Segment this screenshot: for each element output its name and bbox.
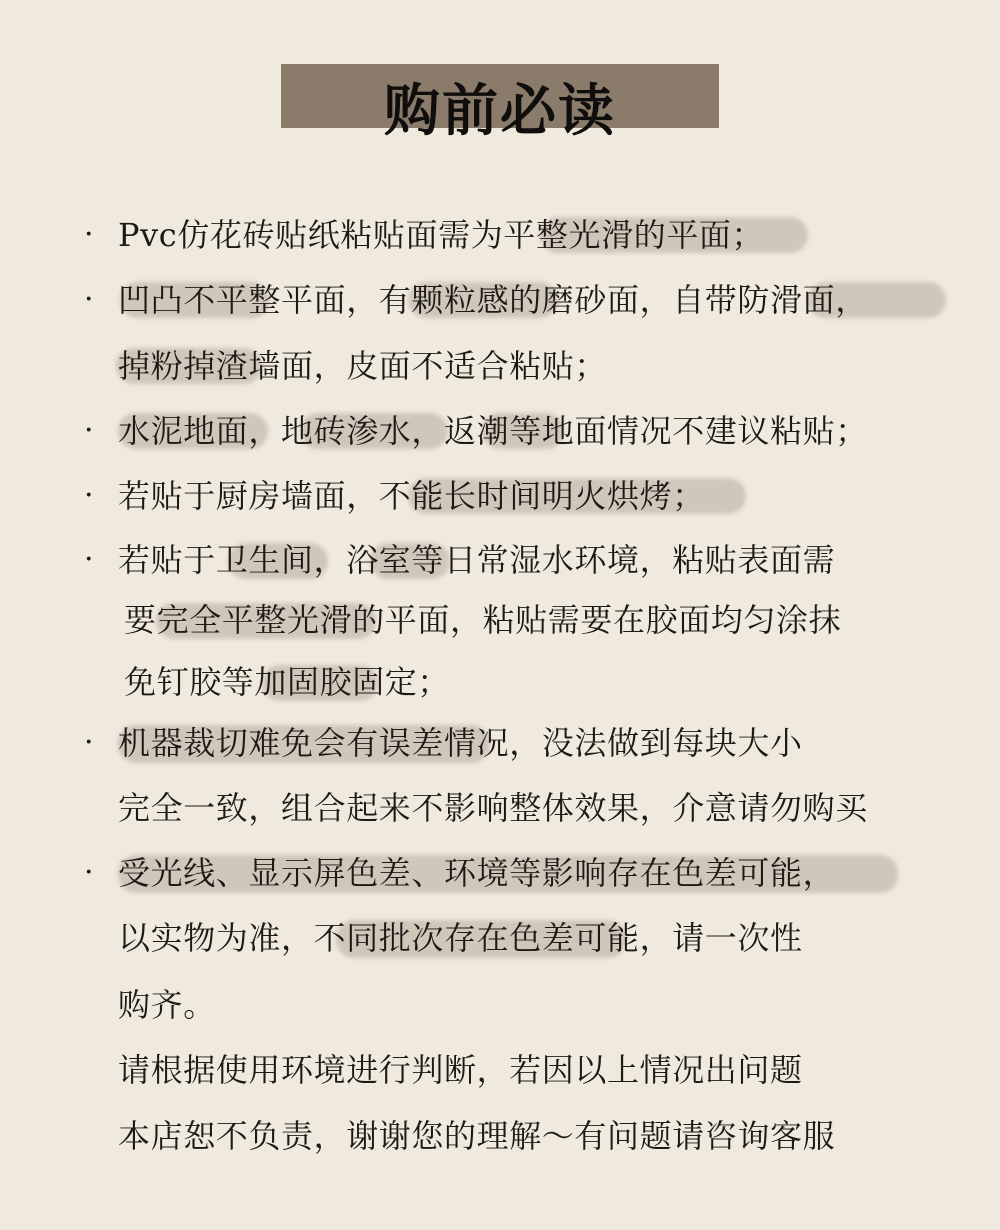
bullet-5: · (84, 542, 94, 577)
bullet-2: · (84, 282, 94, 317)
bullet-1: · (84, 217, 94, 252)
notice-line: 水泥地面，地砖渗水，返潮等地面情况不建议粘贴； (118, 412, 868, 450)
notice-line: 以实物为准，不同批次存在色差可能，请一次性 (118, 919, 803, 957)
notice-line: 凹凸不平整平面，有颗粒感的磨砂面，自带防滑面， (118, 281, 868, 319)
notice-line: 要完全平整光滑的平面，粘贴需要在胶面均匀涂抹 (124, 601, 842, 639)
notice-line: 免钉胶等加固胶固定； (124, 663, 451, 701)
notice-line: 掉粉掉渣墙面，皮面不适合粘贴； (118, 347, 608, 385)
bullet-4: · (84, 478, 94, 513)
notice-line: 请根据使用环境进行判断，若因以上情况出问题 (118, 1051, 803, 1089)
notice-line: 受光线、显示屏色差、环境等影响存在色差可能， (118, 854, 836, 892)
notice-line: 机器裁切难免会有误差情况，没法做到每块大小 (118, 724, 803, 762)
notice-line: 若贴于卫生间，浴室等日常湿水环境，粘贴表面需 (118, 541, 836, 579)
page-title: 购前必读 (384, 78, 616, 144)
notice-line: 若贴于厨房墙面，不能长时间明火烘烤； (118, 477, 705, 515)
notice-line: 购齐。 (118, 986, 216, 1024)
notice-line: 本店恕不负责，谢谢您的理解～有问题请咨询客服 (118, 1117, 836, 1155)
notice-line: 完全一致，组合起来不影响整体效果，介意请勿购买 (118, 789, 868, 827)
notice-line: Pvc仿花砖贴纸粘贴面需为平整光滑的平面； (118, 216, 765, 254)
bullet-7: · (84, 855, 94, 890)
bullet-6: · (84, 725, 94, 760)
bullet-3: · (84, 413, 94, 448)
